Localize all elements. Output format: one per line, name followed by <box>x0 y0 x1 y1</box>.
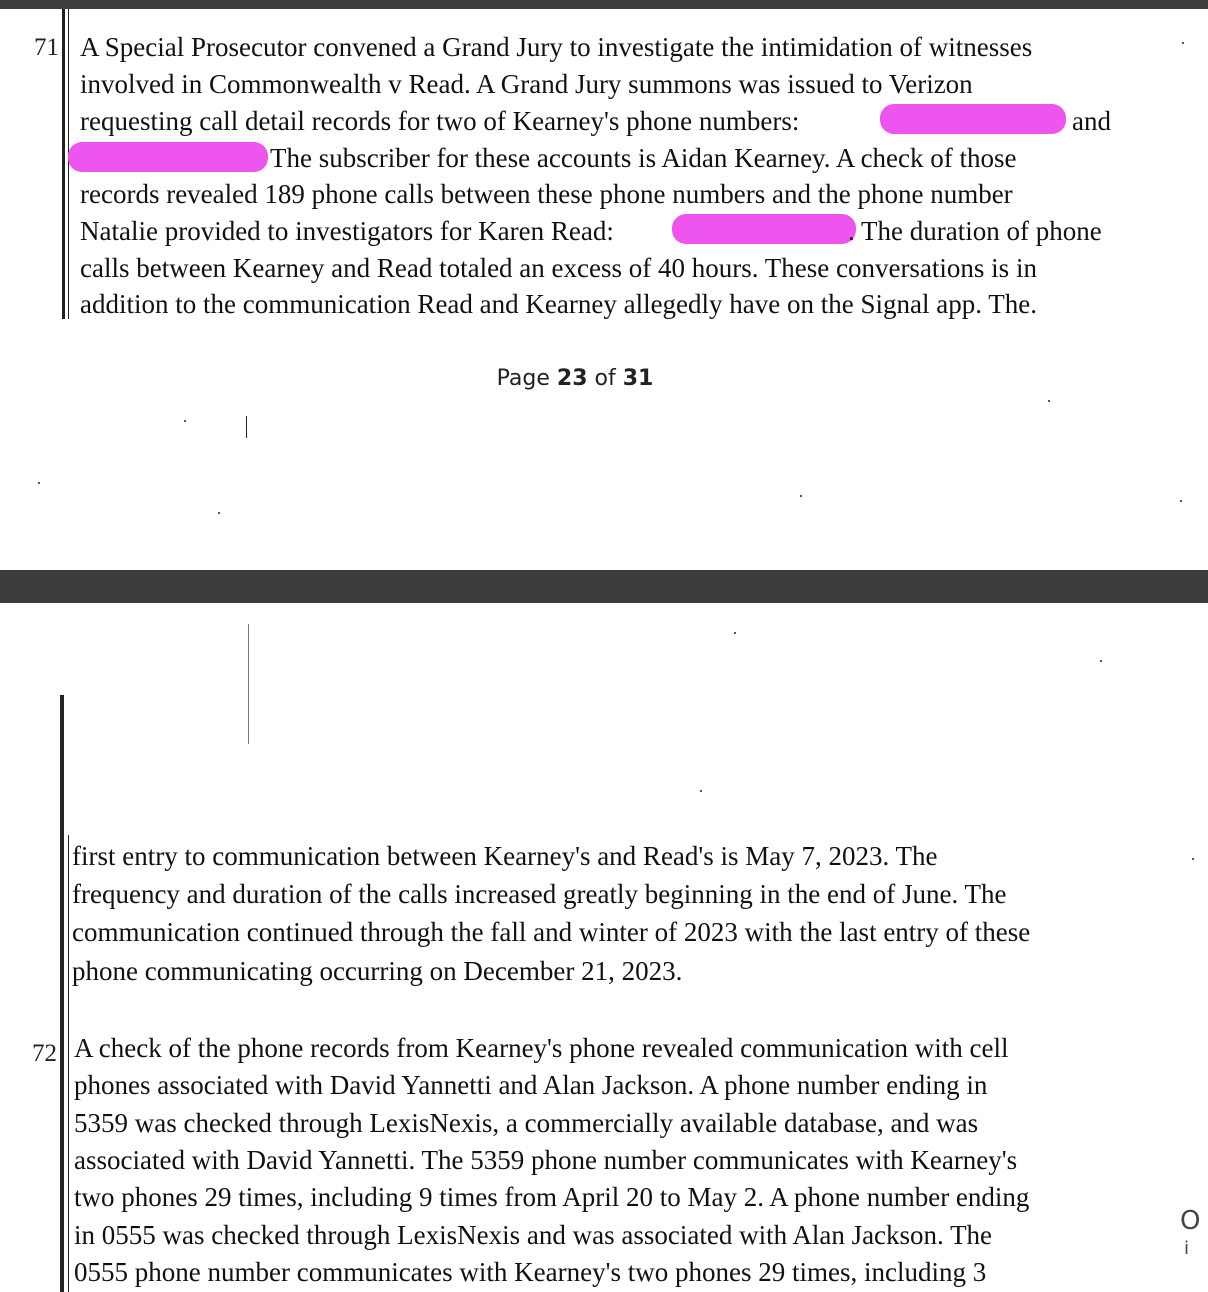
p72-line-7: 0555 phone number communicates with Kearney's two phones 29 times, including 3 <box>74 1257 987 1287</box>
page-current: 23 <box>556 366 588 391</box>
scan-speck <box>734 632 736 634</box>
p71-line-3-and: and <box>1072 106 1111 136</box>
margin-rule-top <box>62 9 65 319</box>
p71-line-4: The subscriber for these accounts is Aidan Kearney. A check of those <box>270 143 1017 173</box>
p71-line-6: Natalie provided to investigators for Karen Read: <box>80 216 614 246</box>
scan-speck <box>1048 400 1050 402</box>
scan-speck <box>1100 660 1102 662</box>
p72-line-6: in 0555 was checked through LexisNexis and was associated with Alan Jackson. The <box>74 1220 993 1250</box>
redaction-phone-2 <box>68 142 268 172</box>
scan-speck <box>1182 42 1184 44</box>
margin-rule-bottom <box>60 695 64 1292</box>
top-page-edge <box>0 0 1208 9</box>
p71-line-8: addition to the communication Read and Kearney allegedly have on the Signal app. The. <box>80 289 1037 319</box>
p72-line-2: phones associated with David Yannetti and Alan Jackson. A phone number ending in <box>74 1070 988 1100</box>
page-divider <box>0 570 1208 603</box>
scan-speck <box>184 420 186 422</box>
cont-line-2: frequency and duration of the calls increased greatly beginning in the end of June. The <box>72 879 1007 909</box>
p71-line-2: involved in Commonwealth v Read. A Grand Jury summons was issued to Verizon <box>80 69 973 99</box>
page-label-prefix: Page <box>496 366 557 391</box>
scan-speck <box>800 495 802 497</box>
margin-rule-bottom-inner <box>68 835 69 1292</box>
redaction-phone-3 <box>672 214 856 244</box>
p71-line-6-end: . The duration of phone <box>848 216 1102 246</box>
edge-fragment-2: i <box>1184 1238 1190 1259</box>
cont-line-1: first entry to communication between Kearney's and Read's is May 7, 2023. The <box>72 841 938 871</box>
p71-line-3: requesting call detail records for two of Kearney's phone numbers: <box>80 106 800 136</box>
p71-line-1: A Special Prosecutor convened a Grand Jury to investigate the intimidation of witnesses <box>80 32 1033 62</box>
p72-line-1: A check of the phone records from Kearney's phone revealed communication with cell <box>74 1033 1009 1063</box>
scan-speck <box>1192 858 1194 860</box>
p72-line-3: 5359 was checked through LexisNexis, a commercially available database, and was <box>74 1108 979 1138</box>
paragraph-number-72: 72 <box>32 1040 57 1067</box>
p72-line-4: associated with David Yannetti. The 5359 phone number communicates with Kearney's <box>74 1145 1018 1175</box>
paragraph-number-71: 71 <box>34 34 59 61</box>
page-total: 31 <box>622 366 654 391</box>
p71-line-5: records revealed 189 phone calls between these phone numbers and the phone number <box>80 179 1013 209</box>
scan-mark <box>248 624 249 744</box>
scan-speck <box>38 482 40 484</box>
page-label <box>0 366 1150 391</box>
p72-line-5: two phones 29 times, including 9 times from April 20 to May 2. A phone number ending <box>74 1182 1030 1212</box>
cont-line-4: phone communicating occurring on December 21, 2023. <box>72 956 683 986</box>
scan-mark <box>246 416 247 438</box>
page-label-sep: of <box>587 366 623 391</box>
scan-speck <box>218 512 220 514</box>
edge-fragment: O <box>1180 1206 1201 1236</box>
cont-line-3: communication continued through the fall and winter of 2023 with the last entry of these <box>72 917 1031 947</box>
p71-line-7: calls between Kearney and Read totaled an excess of 40 hours. These conversations is in <box>80 253 1037 283</box>
scan-speck <box>700 790 702 792</box>
scan-speck <box>1180 500 1182 502</box>
redaction-phone-1 <box>880 104 1066 134</box>
